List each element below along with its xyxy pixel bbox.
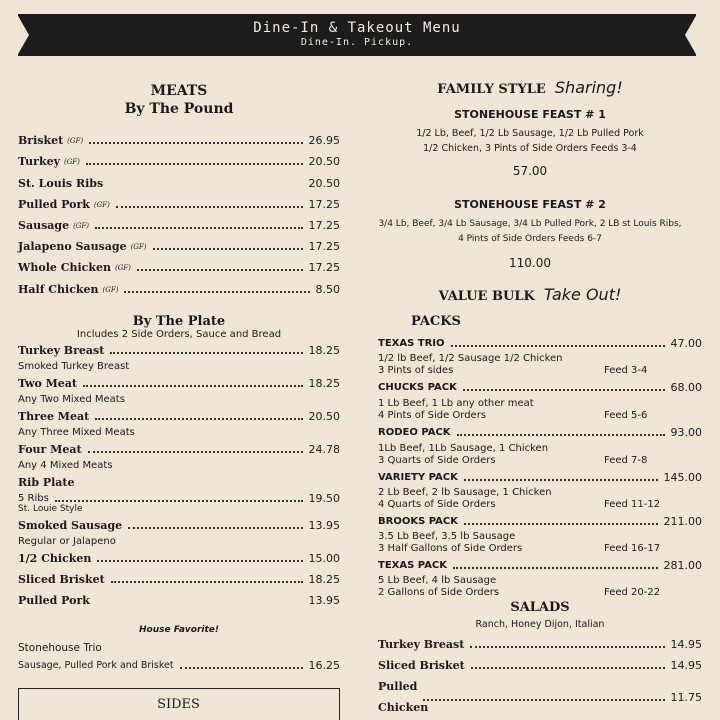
family-heading xyxy=(360,78,700,97)
meat-item: Half Chicken (GF) 8.50 xyxy=(18,283,340,296)
pack-item: RODEO PACK 93.00 xyxy=(378,426,702,439)
feast2-name: STONEHOUSE FEAST # 2 xyxy=(454,198,606,211)
plate-item: 5 Ribs 19.50 xyxy=(18,492,340,505)
feast2-price: 110.00 xyxy=(509,256,551,270)
salad-item: Sliced Brisket 14.95 xyxy=(378,659,702,672)
trio-name: Stonehouse Trio xyxy=(18,642,102,654)
sides-box xyxy=(18,688,340,720)
pack-item: BROOKS PACK 211.00 xyxy=(378,515,702,528)
pack-item: CHUCKS PACK 68.00 xyxy=(378,381,702,394)
salads-title: SALADS xyxy=(510,600,570,615)
feast1-line2: 1/2 Chicken, 3 Pints of Side Orders Feeds 3-4 xyxy=(423,143,637,154)
family-title: FAMILY STYLE xyxy=(437,82,546,97)
plate-item-desc: St. Louie Style xyxy=(18,504,83,514)
meat-item: Whole Chicken (GF) 17.25 xyxy=(18,261,340,274)
packs-title: PACKS xyxy=(411,314,461,329)
bulk-title-script: Take Out! xyxy=(543,285,622,304)
pack-desc: 1Lb Beef, 1Lb Sausage, 1 Chicken 3 Quarts of Side Orders Feed 7-8 xyxy=(378,443,648,466)
plate-item: Four Meat 24.78 xyxy=(18,443,340,456)
pack-desc: 3.5 Lb Beef, 3.5 lb Sausage 3 Half Gallons of Side Orders Feed 16-17 xyxy=(378,531,661,554)
plate-item-desc: Smoked Turkey Breast xyxy=(18,361,130,372)
pack-desc: 1/2 lb Beef, 1/2 Sausage 1/2 Chicken 3 Pints of sides Feed 3-4 xyxy=(378,353,648,376)
feast1-line1: 1/2 Lb, Beef, 1/2 Lb Sausage, 1/2 Lb Pulled Pork xyxy=(416,128,644,139)
plate-subtitle: Includes 2 Side Orders, Sauce and Bread xyxy=(76,329,282,340)
meats-subtitle: By The Pound xyxy=(124,101,234,117)
banner-title: Dine-In & Takeout Menu xyxy=(253,20,461,36)
plate-item: Pulled Pork 13.95 xyxy=(18,594,340,607)
family-title-script: Sharing! xyxy=(554,78,623,97)
feast2-line1: 3/4 Lb, Beef, 3/4 Lb Sausage, 3/4 Lb Pulled Pork, 2 LB st Louis Ribs, xyxy=(378,219,682,229)
plate-title: By The Plate xyxy=(132,314,226,329)
trio-row: Sausage, Pulled Pork and Brisket 16.25 xyxy=(18,659,340,672)
plate-item: Rib Plate xyxy=(18,476,75,489)
salads-subtitle: Ranch, Honey Dijon, Italian xyxy=(475,619,605,630)
plate-item: 1/2 Chicken 15.00 xyxy=(18,552,340,565)
bulk-heading xyxy=(360,285,700,304)
meat-item: St. Louis Ribs 20.50 xyxy=(18,177,340,190)
feast2-line2: 4 Pints of Side Orders Feeds 6-7 xyxy=(458,234,602,244)
salad-item: Pulled xyxy=(378,680,418,693)
plate-item-desc: Any Two Mixed Meats xyxy=(18,394,125,405)
meat-item: Turkey (GF) 20.50 xyxy=(18,155,340,168)
banner-subtitle: Dine-In. Pickup. xyxy=(300,37,414,48)
pack-desc: 2 Lb Beef, 2 lb Sausage, 1 Chicken 4 Quarts of Side Orders Feed 11-12 xyxy=(378,487,661,510)
plate-item: Turkey Breast 18.25 xyxy=(18,344,340,357)
feast1-price: 57.00 xyxy=(512,164,548,178)
pack-item: TEXAS TRIO 47.00 xyxy=(378,337,702,350)
menu-banner xyxy=(18,14,696,56)
pack-desc: 5 Lb Beef, 4 lb Sausage 2 Gallons of Side Orders Feed 20-22 xyxy=(378,575,661,598)
feast1-name: STONEHOUSE FEAST # 1 xyxy=(454,108,606,121)
pack-item: VARIETY PACK 145.00 xyxy=(378,471,702,484)
meats-title: MEATS xyxy=(150,83,208,99)
plate-item: Smoked Sausage 13.95 xyxy=(18,519,340,532)
house-favorite-label: House Favorite! xyxy=(139,625,219,635)
sides-title: SIDES xyxy=(157,697,200,712)
meat-item: Jalapeno Sausage (GF) 17.25 xyxy=(18,240,340,253)
pack-desc: 1 Lb Beef, 1 Lb any other meat 4 Pints of Side Orders Feed 5-6 xyxy=(378,398,648,421)
salad-item: 11.75 xyxy=(378,691,702,704)
salad-item: Chicken xyxy=(378,701,429,714)
plate-item: Sliced Brisket 18.25 xyxy=(18,573,340,586)
pack-item: TEXAS PACK 281.00 xyxy=(378,559,702,572)
plate-item: Two Meat 18.25 xyxy=(18,377,340,390)
plate-item: Three Meat 20.50 xyxy=(18,410,340,423)
plate-item-desc: Regular or Jalapeno xyxy=(18,536,116,547)
meat-item: Sausage (GF) 17.25 xyxy=(18,219,340,232)
bulk-title: VALUE BULK xyxy=(438,289,535,304)
meat-item: Brisket (GF) 26.95 xyxy=(18,134,340,147)
plate-item-desc: Any Three Mixed Meats xyxy=(18,427,135,438)
meat-item: Pulled Pork (GF) 17.25 xyxy=(18,198,340,211)
salad-item: Turkey Breast 14.95 xyxy=(378,638,702,651)
plate-item-desc: Any 4 Mixed Meats xyxy=(18,460,113,471)
